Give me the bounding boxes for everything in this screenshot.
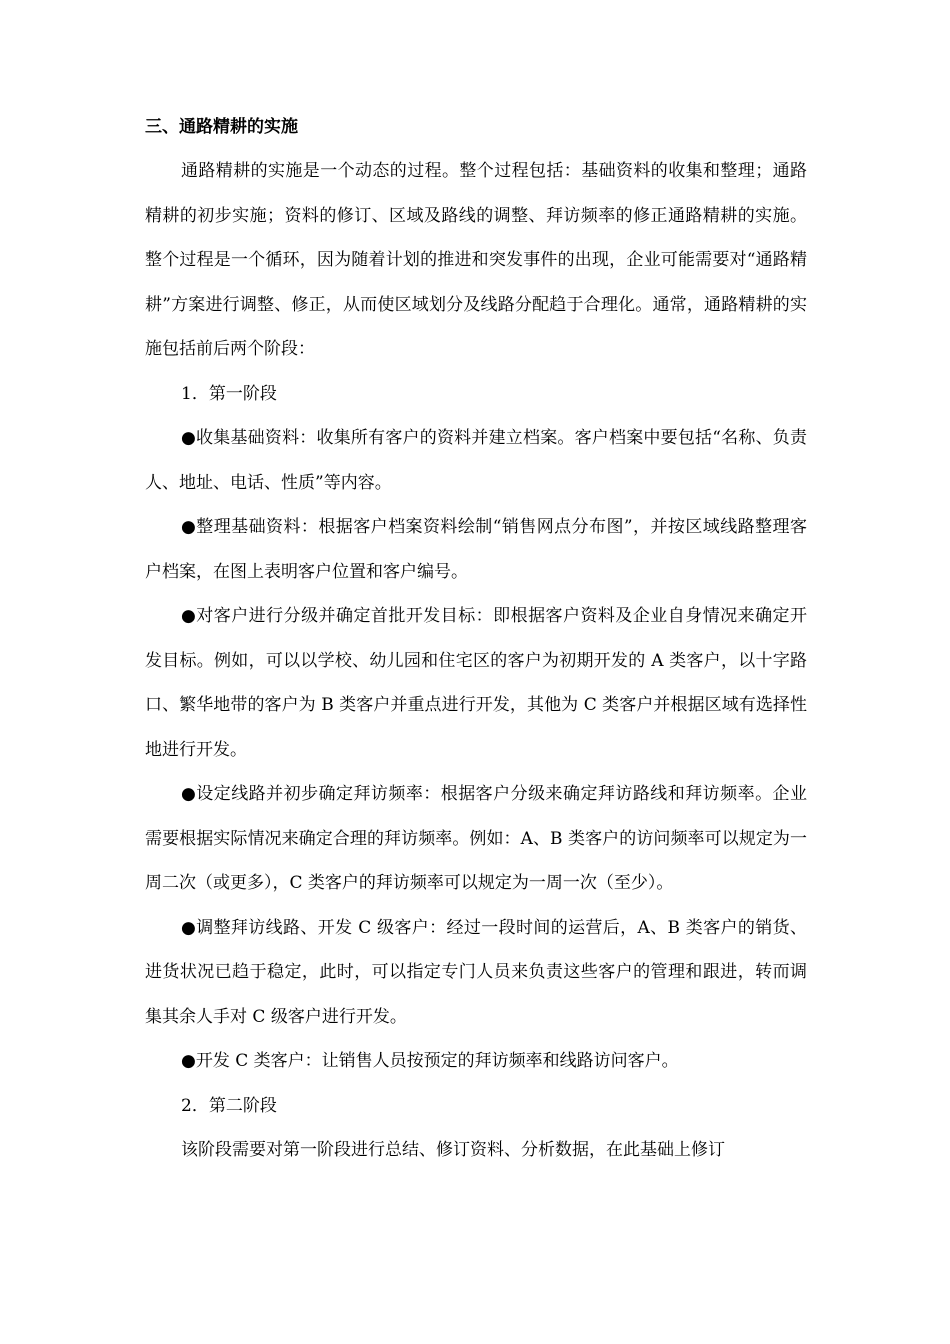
document-page <box>145 106 807 1173</box>
bullet-organize-data: ●整理基础资料：根据客户档案资料绘制“销售网点分布图”，并按区域线路整理客户档案，在图上表明客户位置和客户编号。 <box>145 517 807 582</box>
bullet-collect-data: ●收集基础资料：收集所有客户的资料并建立档案。客户档案中要包括“名称、负责人、地址、电话、性质”等内容。 <box>145 428 807 493</box>
intro-paragraph: 通路精耕的实施是一个动态的过程。整个过程包括：基础资料的收集和整理；通路精耕的初步实施；资料的修订、区域及路线的调整、拜访频率的修正通路精耕的实施。整个过程是一个循环，因为随着计划的推进和突发事件的出现，企业可能需要对“通路精耕”方案进行调整、修正，从而使区域划分及线路分配趋于合理化。通常，通路精耕的实施包括前后两个阶段： <box>145 161 807 359</box>
stage-two-paragraph: 该阶段需要对第一阶段进行总结、修订资料、分析数据，在此基础上修订 <box>181 1140 725 1160</box>
bullet-adjust-routes: ●调整拜访线路、开发 C 级客户：经过一段时间的运营后，A、B 类客户的销货、进货状况已趋于稳定，此时，可以指定专门人员来负责这些客户的管理和跟进，转而调集其余人手对 C 级客户进行开发。 <box>145 917 807 1027</box>
section-heading: 三、通路精耕的实施 <box>145 117 298 137</box>
bullet-set-routes: ●设定线路并初步确定拜访频率：根据客户分级来确定拜访路线和拜访频率。企业需要根据实际情况来确定合理的拜访频率。例如：A、B 类客户的访问频率可以规定为一周二次（或更多），C 类客户的拜访频率可以规定为一周一次（至少）。 <box>145 784 807 893</box>
bullet-classify-customers: ●对客户进行分级并确定首批开发目标：即根据客户资料及企业自身情况来确定开发目标。例如，可以以学校、幼儿园和住宅区的客户为初期开发的 A 类客户，以十字路口、繁华地带的客户为 B 类客户并重点进行开发，其他为 C 类客户并根据区域有选择性地进行开发。 <box>145 606 807 760</box>
bullet-develop-c-customers: ●开发 C 类客户：让销售人员按预定的拜访频率和线路访问客户。 <box>181 1051 679 1071</box>
stage-one-heading: 1．第一阶段 <box>181 383 277 404</box>
stage-two-heading: 2．第二阶段 <box>181 1095 277 1116</box>
